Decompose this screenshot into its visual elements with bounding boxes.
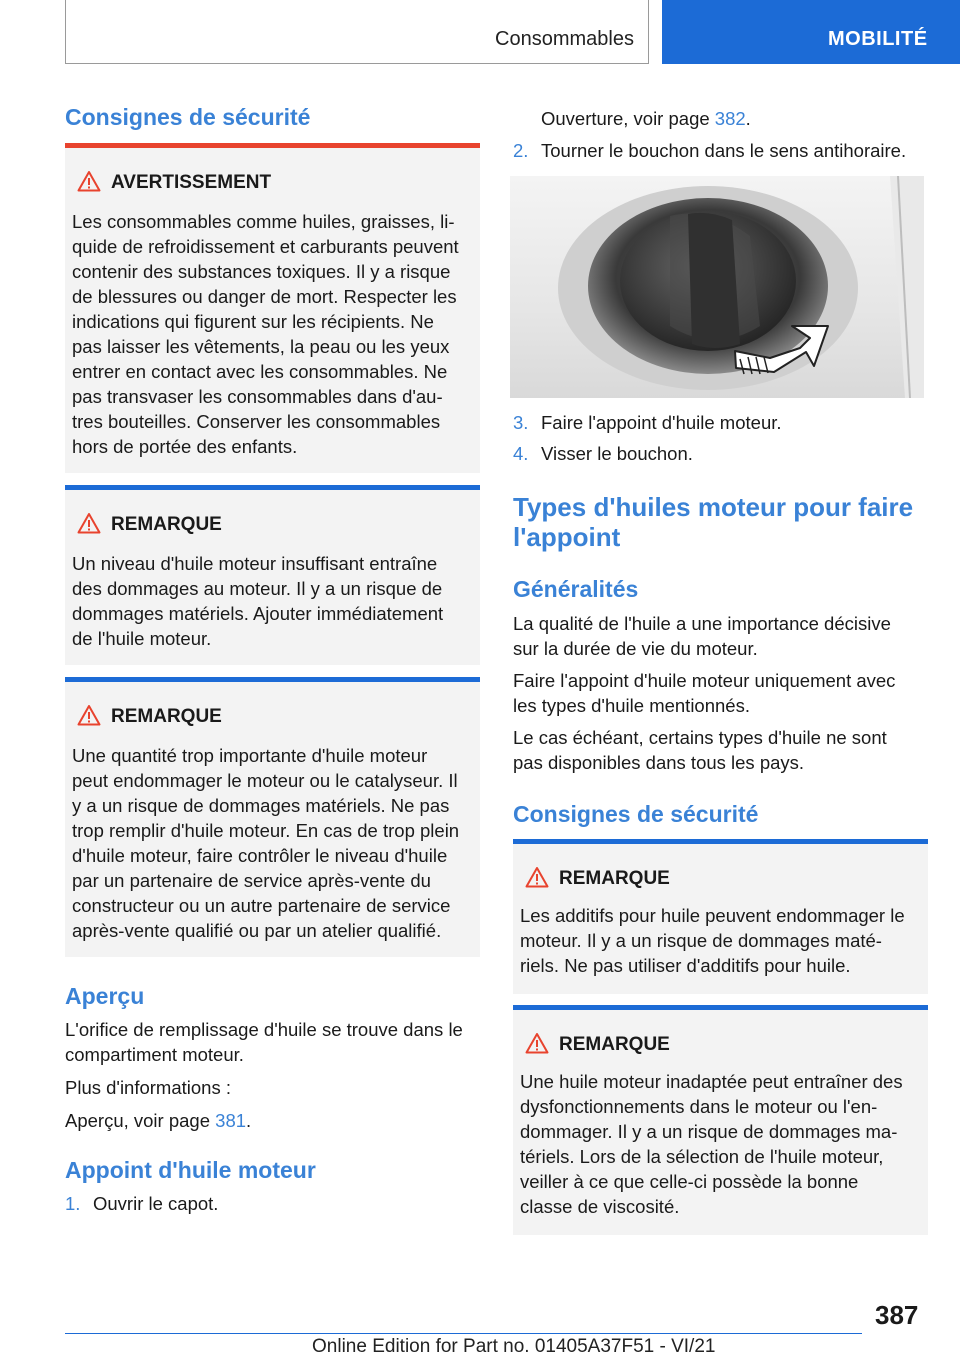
generalites-paragraph-1: La qualité de l'huile a une importance décisive sur la durée de vie du moteur. <box>513 613 891 659</box>
header-section-box <box>65 0 649 64</box>
step-2: 2. Tourner le bouchon dans le sens antihoraire. <box>513 140 907 161</box>
heading-oil-types: Types d'huiles moteur pour faire l'appoint <box>513 492 914 552</box>
notice-text: Une huile moteur inadaptée peut entraîner des dysfonctionnements dans le moteur ou l'en‑ dommager. Il y a un risque de dommages ma‑ tériels. Lors de la sélection de l'huile moteur, veiller à ce que celle‑ci possède la bonne classe de viscosité. <box>520 1071 903 1217</box>
warning-triangle-icon <box>77 512 101 534</box>
step-3: 3. Faire l'appoint d'huile moteur. <box>513 412 782 433</box>
warning-triangle-icon <box>77 170 101 192</box>
step-4: 4. Visser le bouchon. <box>513 443 693 464</box>
notice-box-4 <box>513 1005 928 1235</box>
heading-apercu: Aperçu <box>65 983 145 1009</box>
warning-triangle-icon <box>77 704 101 726</box>
notice-text: Un niveau d'huile moteur insuffisant entraîne des dommages au moteur. Il y a un risque de dommages matériels. Ajouter immédiatement de l'huile moteur. <box>72 553 444 649</box>
ouverture-reference: Ouverture, voir page 382. <box>541 108 751 129</box>
more-info-label: Plus d'informations : <box>65 1077 231 1098</box>
apercu-paragraph: L'orifice de remplissage d'huile se trouve dans le compartiment moteur. <box>65 1019 463 1065</box>
notice-title: REMARQUE <box>111 706 222 727</box>
warning-box <box>65 143 480 473</box>
notice-title: REMARQUE <box>111 514 222 535</box>
heading-safety: Consignes de sécurité <box>65 104 311 130</box>
step-1: 1. Ouvrir le capot. <box>65 1193 219 1214</box>
header-chapter-tab[interactable] <box>662 0 960 64</box>
warning-triangle-icon <box>525 1032 549 1054</box>
generalites-paragraph-2: Faire l'appoint d'huile moteur uniquement avec les types d'huile mentionnés. <box>513 670 896 716</box>
header-section-title: Consommables <box>495 28 634 50</box>
page-link-382[interactable]: 382 <box>714 108 746 129</box>
header-chapter-title: MOBILITÉ <box>828 28 928 50</box>
heading-safety-2: Consignes de sécurité <box>513 801 759 827</box>
warning-text: Les consommables comme huiles, graisses, li‑ quide de refroidissement et carburants peuvent contenir des substances toxiques. Il y a risque de blessures ou danger de mort. Respecter les indications qui figurent sur les récipients. Ne pas laisser les vêtements, la peau ou les yeux entrer en contact avec les consommables. Ne pas transvaser les consommables dans d'au‑ tres bouteilles. Conserver les consommables hors de portée des enfants. <box>72 211 459 457</box>
notice-text: Les additifs pour huile peuvent endommager le moteur. Il y a un risque de dommages maté‑ riels. Ne pas utiliser d'additifs pour huile. <box>520 905 905 976</box>
notice-text: Une quantité trop importante d'huile moteur peut endommager le moteur ou le catalyseur. Il y a un risque de dommages matériels. Ne pas trop remplir d'huile moteur. En cas de trop plein d'huile moteur, faire contrôler le niveau d'huile par un partenaire de service après‑vente du constructeur ou un autre partenaire de service après‑vente qualifié ou par un atelier qualifié. <box>72 745 460 941</box>
footer-divider <box>65 1333 862 1334</box>
heading-appoint: Appoint d'huile moteur <box>65 1157 316 1183</box>
heading-generalites: Généralités <box>513 576 639 602</box>
notice-box-2 <box>65 677 480 957</box>
apercu-reference: Aperçu, voir page 381. <box>65 1110 252 1131</box>
warning-triangle-icon <box>525 866 549 888</box>
oil-cap-photo <box>510 176 924 398</box>
warning-title: AVERTISSEMENT <box>111 172 272 193</box>
footer-edition: Online Edition for Part no. 01405A37F51 - VI/21 <box>312 1336 716 1357</box>
notice-title: REMARQUE <box>559 1034 670 1055</box>
notice-box-3 <box>513 839 928 994</box>
generalites-paragraph-3: Le cas échéant, certains types d'huile ne sont pas disponibles dans tous les pays. <box>513 727 887 773</box>
notice-box-1 <box>65 485 480 665</box>
page-number: 387 <box>875 1300 919 1330</box>
oil-filler-cap-illustration <box>510 176 924 398</box>
notice-title: REMARQUE <box>559 868 670 889</box>
page-link-381[interactable]: 381 <box>215 1110 247 1131</box>
